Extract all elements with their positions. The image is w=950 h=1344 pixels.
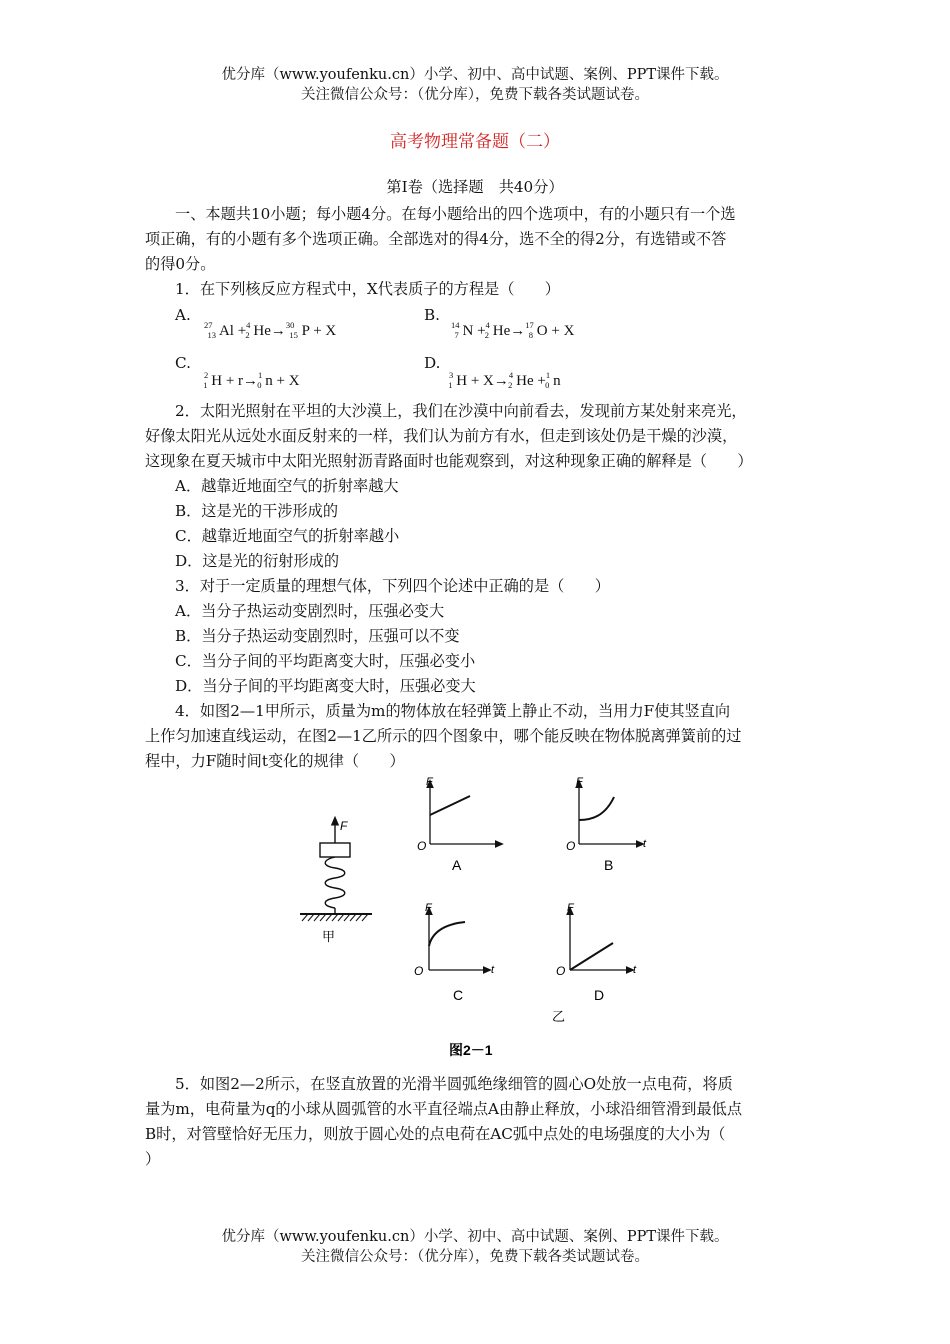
spring-coil — [325, 857, 345, 908]
graph-c-curve — [429, 922, 465, 946]
instruction-line-3: 的得0分。 — [145, 255, 216, 273]
q1-option-d: $^3_1$ H + X→$^4_2$ He +$^1_0$ n — [448, 370, 561, 390]
graph-d — [556, 902, 637, 1003]
graph-b-curve — [579, 797, 614, 820]
graph-c — [414, 902, 495, 1003]
graph-d-label: D — [594, 987, 605, 1003]
spring-force-label: F — [340, 819, 348, 833]
q3-stem: 3．对于一定质量的理想气体，下列四个论述中正确的是（ ） — [175, 577, 610, 595]
q4-line-2: 上作匀加速直线运动，在图2—1乙所示的四个图象中，哪个能反映在物体脱离弹簧前的过 — [145, 727, 742, 745]
q1-label-b: B. — [424, 306, 440, 324]
block — [320, 843, 350, 857]
graph-a-label: A — [452, 857, 462, 873]
q1-option-c: $^2_1$ H + r→$^1_0$ n + X — [203, 370, 300, 390]
graph-b-y-label: F — [576, 776, 583, 788]
q5-line-4: ） — [145, 1150, 161, 1168]
graph-b-origin: O — [566, 839, 576, 853]
q5-line-1: 5．如图2—2所示，在竖直放置的光滑半圆弧绝缘细管的圆心O处放一点电荷，将质 — [175, 1075, 733, 1093]
graph-a-curve — [430, 796, 470, 815]
q3-option-d: D．当分子间的平均距离变大时，压强必变大 — [175, 677, 476, 695]
q2-option-a: A．越靠近地面空气的折射率越大 — [175, 477, 399, 495]
graph-b — [566, 776, 647, 873]
page-title: 高考物理常备题（二） — [390, 132, 560, 152]
footer-line-1: 优分库（www.youfenku.cn）小学、初中、高中试题、案例、PPT课件下载。 — [221, 1229, 729, 1245]
spring-diagram — [300, 820, 372, 921]
jia-label: 甲 — [322, 929, 336, 944]
instruction-line-2: 项正确，有的小题有多个选项正确。全部选对的得4分，选不全的得2分，有选错或不答 — [145, 230, 727, 248]
q2-option-d: D．这是光的衍射形成的 — [175, 552, 340, 570]
graph-d-y-label: F — [567, 902, 574, 914]
header-line-2: 关注微信公众号：（优分库），免费下载各类试题试卷。 — [301, 87, 649, 103]
ground-hatch — [302, 914, 368, 921]
q3-option-a: A．当分子热运动变剧烈时，压强必变大 — [175, 602, 445, 620]
q1-label-d: D. — [424, 354, 441, 372]
graph-b-label: B — [604, 857, 614, 873]
q1-stem: 1．在下列核反应方程式中，X代表质子的方程是（ ） — [175, 280, 560, 298]
q4-line-1: 4．如图2—1甲所示，质量为m的物体放在轻弹簧上静止不动，当用力F使其竖直向 — [175, 702, 731, 720]
q1-option-a: $^{27}_{13}$ Al +$^4_2$ He→$^{30}_{15}$ P + X — [204, 320, 337, 340]
yi-label: 乙 — [552, 1009, 566, 1024]
q2-option-c: C．越靠近地面空气的折射率越小 — [175, 527, 400, 545]
graph-d-x-label: t — [633, 964, 637, 976]
figure-caption: 图2－1 — [449, 1042, 493, 1058]
q5-line-2: 量为m，电荷量为q的小球从圆弧管的水平直径端点A由静止释放，小球沿细管滑到最低点 — [145, 1100, 743, 1118]
q1-label-a: A. — [175, 306, 191, 324]
q2-line-1: 2．太阳光照射在平坦的大沙漠上，我们在沙漠中向前看去，发现前方某处射来亮光， — [175, 402, 747, 420]
graph-d-origin: O — [556, 964, 566, 978]
q5-line-3: B时，对管壁恰好无压力，则放于圆心处的点电荷在AC弧中点处的电场强度的大小为（ — [145, 1125, 726, 1143]
footer-line-2: 关注微信公众号：（优分库），免费下载各类试题试卷。 — [301, 1249, 649, 1265]
graph-c-y-label: F — [425, 902, 432, 914]
q2-line-2: 好像太阳光从远处水面反射来的一样，我们认为前方有水，但走到该处仍是干燥的沙漠， — [145, 427, 738, 445]
q4-line-3: 程中，力F随时间t变化的规律（ ） — [145, 752, 405, 770]
graph-c-label: C — [453, 987, 464, 1003]
graph-c-x-label: t — [491, 964, 495, 976]
q3-option-b: B．当分子热运动变剧烈时，压强可以不变 — [175, 627, 460, 645]
q1-option-b: $^{14}_7$ N +$^4_2$ He→$^{17}_8$ O + X — [451, 320, 575, 340]
q1-label-c: C. — [175, 354, 191, 372]
q2-line-3: 这现象在夏天城市中太阳光照射沥青路面时也能观察到，对这种现象正确的解释是（ ） — [145, 452, 753, 470]
q2-option-b: B．这是光的干涉形成的 — [175, 502, 339, 520]
graph-a — [417, 776, 500, 873]
graph-a-y-label: F — [426, 776, 433, 788]
graph-c-origin: O — [414, 964, 424, 978]
header-line-1: 优分库（www.youfenku.cn）小学、初中、高中试题、案例、PPT课件下载。 — [221, 67, 729, 83]
graph-b-x-label: t — [643, 838, 647, 850]
section-heading: 第Ⅰ卷（选择题 共40分） — [386, 178, 564, 196]
q3-option-c: C．当分子间的平均距离变大时，压强必变小 — [175, 652, 476, 670]
graph-a-origin: O — [417, 839, 427, 853]
graph-d-curve — [570, 943, 613, 970]
instruction-line-1: 一、本题共10小题；每小题4分。在每小题给出的四个选项中，有的小题只有一个选 — [175, 205, 736, 223]
